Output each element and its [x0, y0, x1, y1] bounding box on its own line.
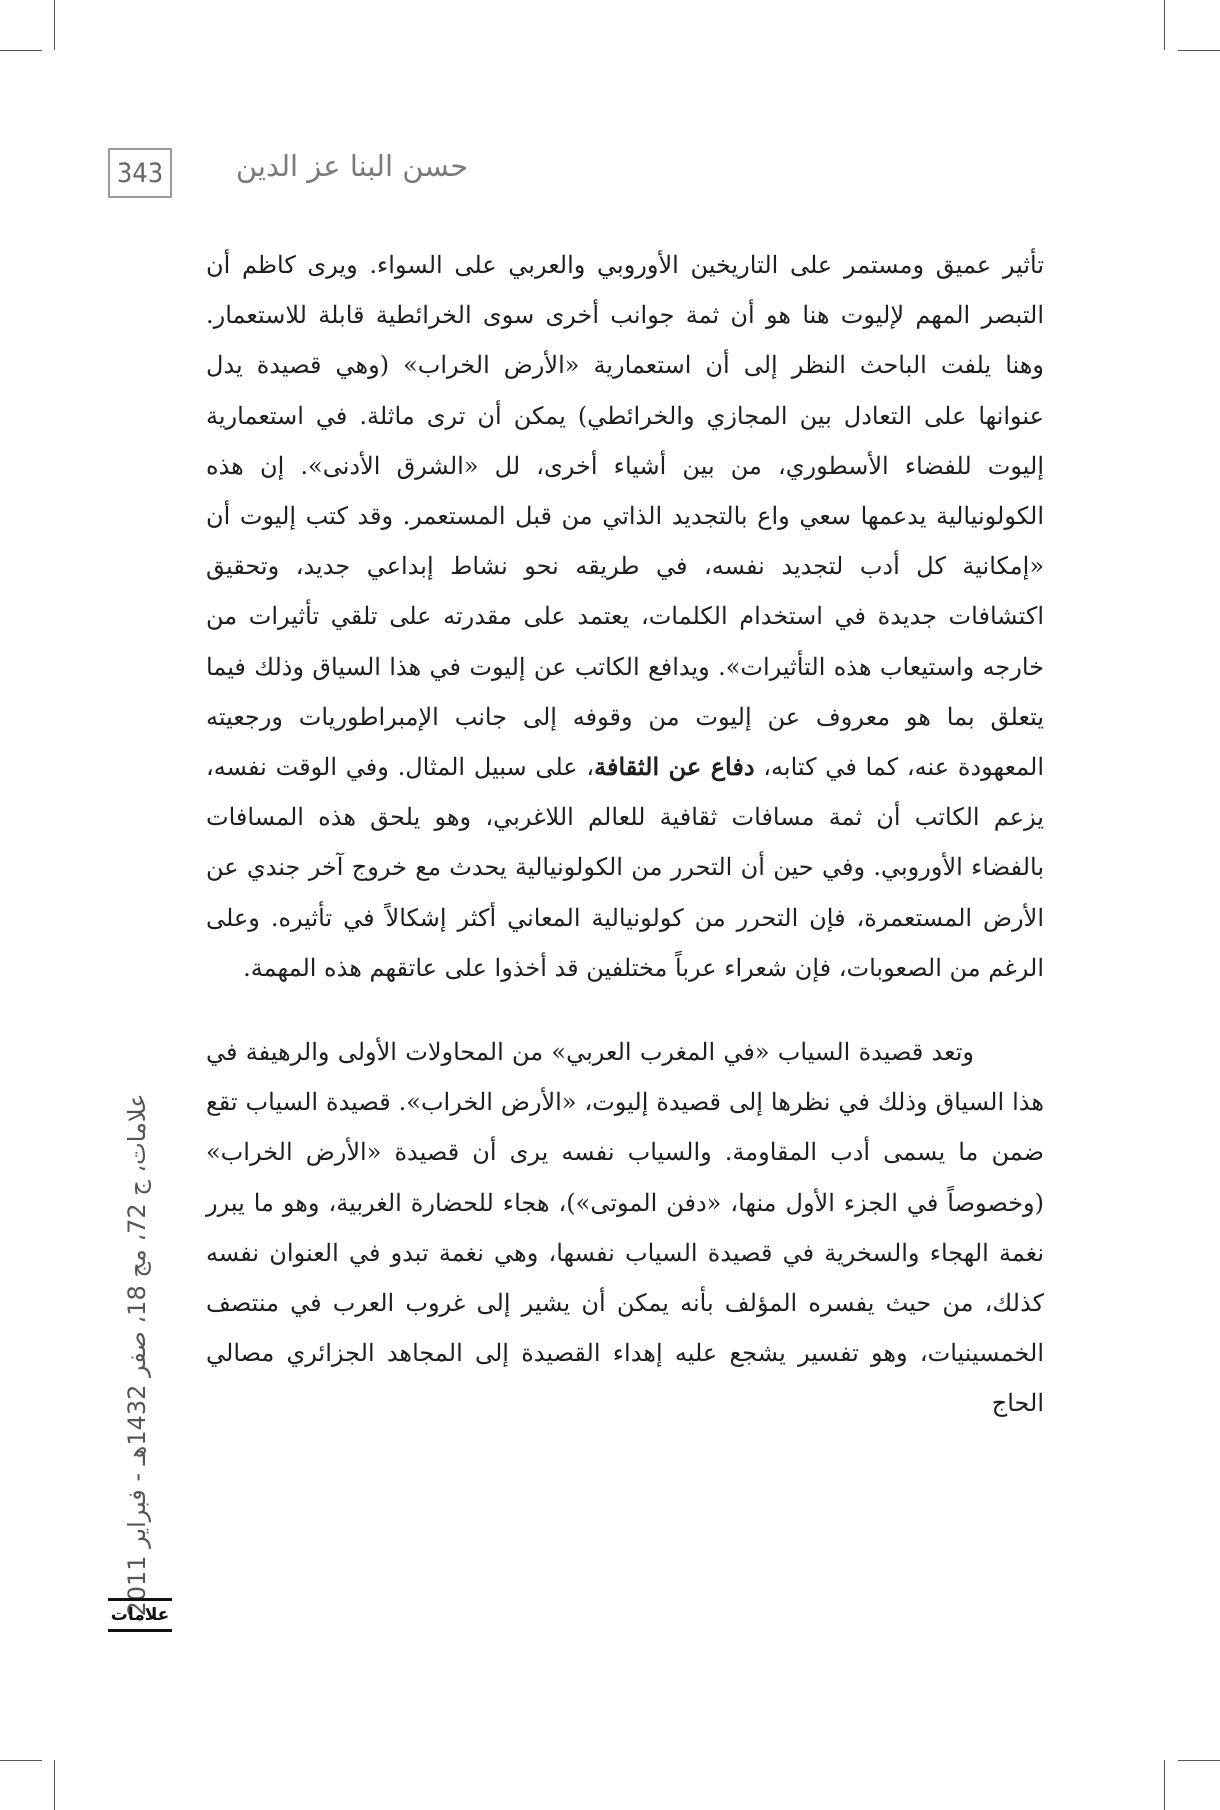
journal-citation: علامات، ج 72، مج 18، صفر 1432هـ - فبراير 2011	[123, 1093, 151, 1617]
paragraph: وتعد قصيدة السياب «في المغرب العربي» من المحاولات الأولى والرهيفة في هذا السياق وذلك في نظرها إلى قصيدة إليوت، «الأرض الخراب». قصيدة السياب تقع ضمن ما يسمى أدب المقاومة. والسياب نفسه يرى أن قصيدة «الأرض الخراب» (وخصوصاً في الجزء الأول منها، «دفن الموتى»)، هجاء للحضارة الغربية، وهو ما يبرر نغمة الهجاء والسخرية في قصيدة السياب نفسها، وهي نغمة تبدو في العنوان نفسه كذلك، من حيث يفسره المؤلف بأنه يمكن أن يشير إلى غروب العرب في منتصف الخمسينيات، وهو تفسير يشجع عليه إهداء القصيدة إلى المجاهد الجزائري مصالي الحاج	[206, 1038, 1044, 1418]
crop-mark	[0, 1760, 42, 1761]
book-title: دفاع عن الثقافة	[594, 752, 755, 782]
crop-mark	[1164, 1760, 1165, 1810]
paragraph	[206, 240, 1044, 993]
crop-mark	[1178, 50, 1220, 51]
paragraph-text: تأثير عميق ومستمر على التاريخين الأوروبي والعربي على السواء. ويرى كاظم أن التبصر المهم لإليوت هنا هو أن ثمة جوانب أخرى سوى الخرائطية قابلة للاستعمار. وهنا يلفت الباحث النظر إلى أن استعمارية «الأرض الخراب» (وهي قصيدة يدل عنوانها على التعادل بين المجازي والخرائطي) يمكن أن ترى ماثلة. في استعمارية إليوت للفضاء الأسطوري، من بين أشياء أخرى، لل «الشرق الأدنى». إن هذه الكولونيالية يدعمها سعي واع بالتجديد الذاتي من قبل المستعمر. وقد كتب إليوت أن «إمكانية كل أدب لتجديد نفسه، في طريقه نحو نشاط إبداعي جديد، وتحقيق اكتشافات جديدة في استخدام الكلمات، يعتمد على مقدرته على تلقي تأثيرات من خارجه واستيعاب هذه التأثيرات». ويدافع الكاتب عن إليوت في هذا السياق وذلك فيما يتعلق بما هو معروف عن إليوت من وقوفه إلى جانب الإمبراطوريات ورجعيته المعهودة عنه، كما في كتابه،	[206, 251, 1045, 782]
paragraph-text: ، على سبيل المثال. وفي الوقت نفسه، يزعم الكاتب أن ثمة مسافات ثقافية للعالم اللاغربي، وهو يلحق هذه المسافات بالفضاء الأوروبي. وفي حين أن التحرر من الكولونيالية يحدث مع خروج آخر جندي عن الأرض المستعمرة، فإن التحرر من كولونيالية المعاني أكثر إشكالاً في تأثيره. وعلى الرغم من الصعوبات، فإن شعراء عرباً مختلفين قد أخذوا على عاتقهم هذه المهمة.	[206, 753, 1045, 982]
crop-mark	[1178, 1760, 1220, 1761]
crop-mark	[0, 50, 42, 51]
article-body	[206, 240, 1044, 1429]
journal-logo: علامات	[108, 1598, 172, 1632]
crop-mark	[54, 1760, 55, 1810]
crop-mark	[54, 0, 55, 50]
crop-mark	[1164, 0, 1165, 50]
running-head: حسن البنا عز الدين	[235, 149, 469, 183]
page-number: 343	[108, 148, 172, 198]
